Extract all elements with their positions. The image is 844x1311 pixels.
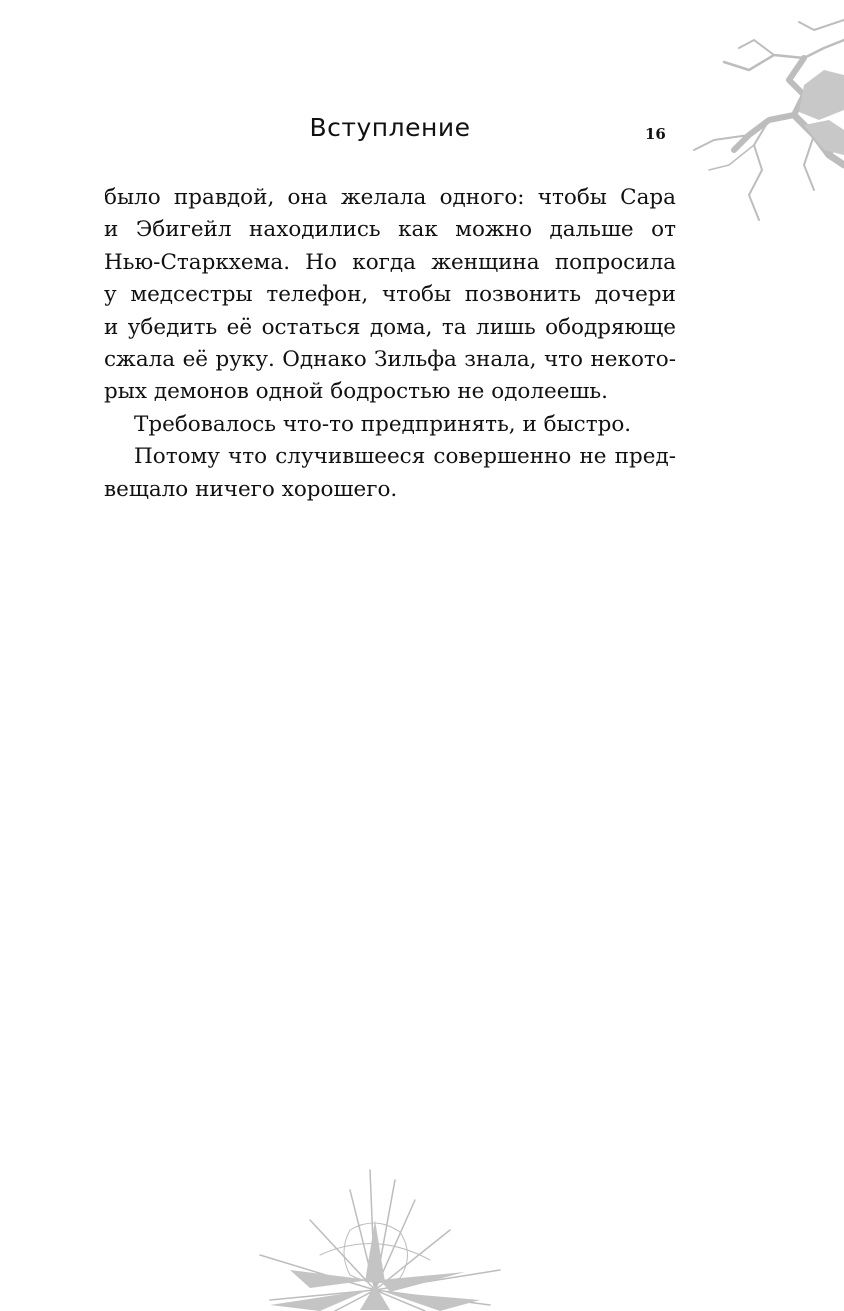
text-line: и Эбигейл находились как можно дальше от xyxy=(104,217,676,243)
text-line: и убедить её остаться дома, та лишь ободряюще xyxy=(104,314,676,340)
body-text xyxy=(104,182,676,506)
page-number: 16 xyxy=(645,125,666,143)
text-line: было правдой, она желала одного: чтобы Сара xyxy=(104,185,676,210)
text-line: Нью-Старкхема. Но когда женщина попросила xyxy=(104,249,676,275)
text-line: рых демонов одной бодростью не одолеешь. xyxy=(104,379,608,405)
text-line: у медсестры телефон, чтобы позвонить дочери xyxy=(104,282,676,308)
text-line: вещало ничего хорошего. xyxy=(104,476,398,502)
crack-ornament-icon xyxy=(654,0,844,230)
shattered-glass-icon xyxy=(250,1160,510,1311)
paragraph-first-line: Потому что случившееся совершенно не пред- xyxy=(134,444,676,470)
text-line: сжала её руку. Однако Зильфа знала, что некото- xyxy=(104,346,676,372)
paragraph-first-line: Требовалось что-то предпринять, и быстро. xyxy=(134,411,632,437)
running-title: Вступление xyxy=(309,113,471,142)
